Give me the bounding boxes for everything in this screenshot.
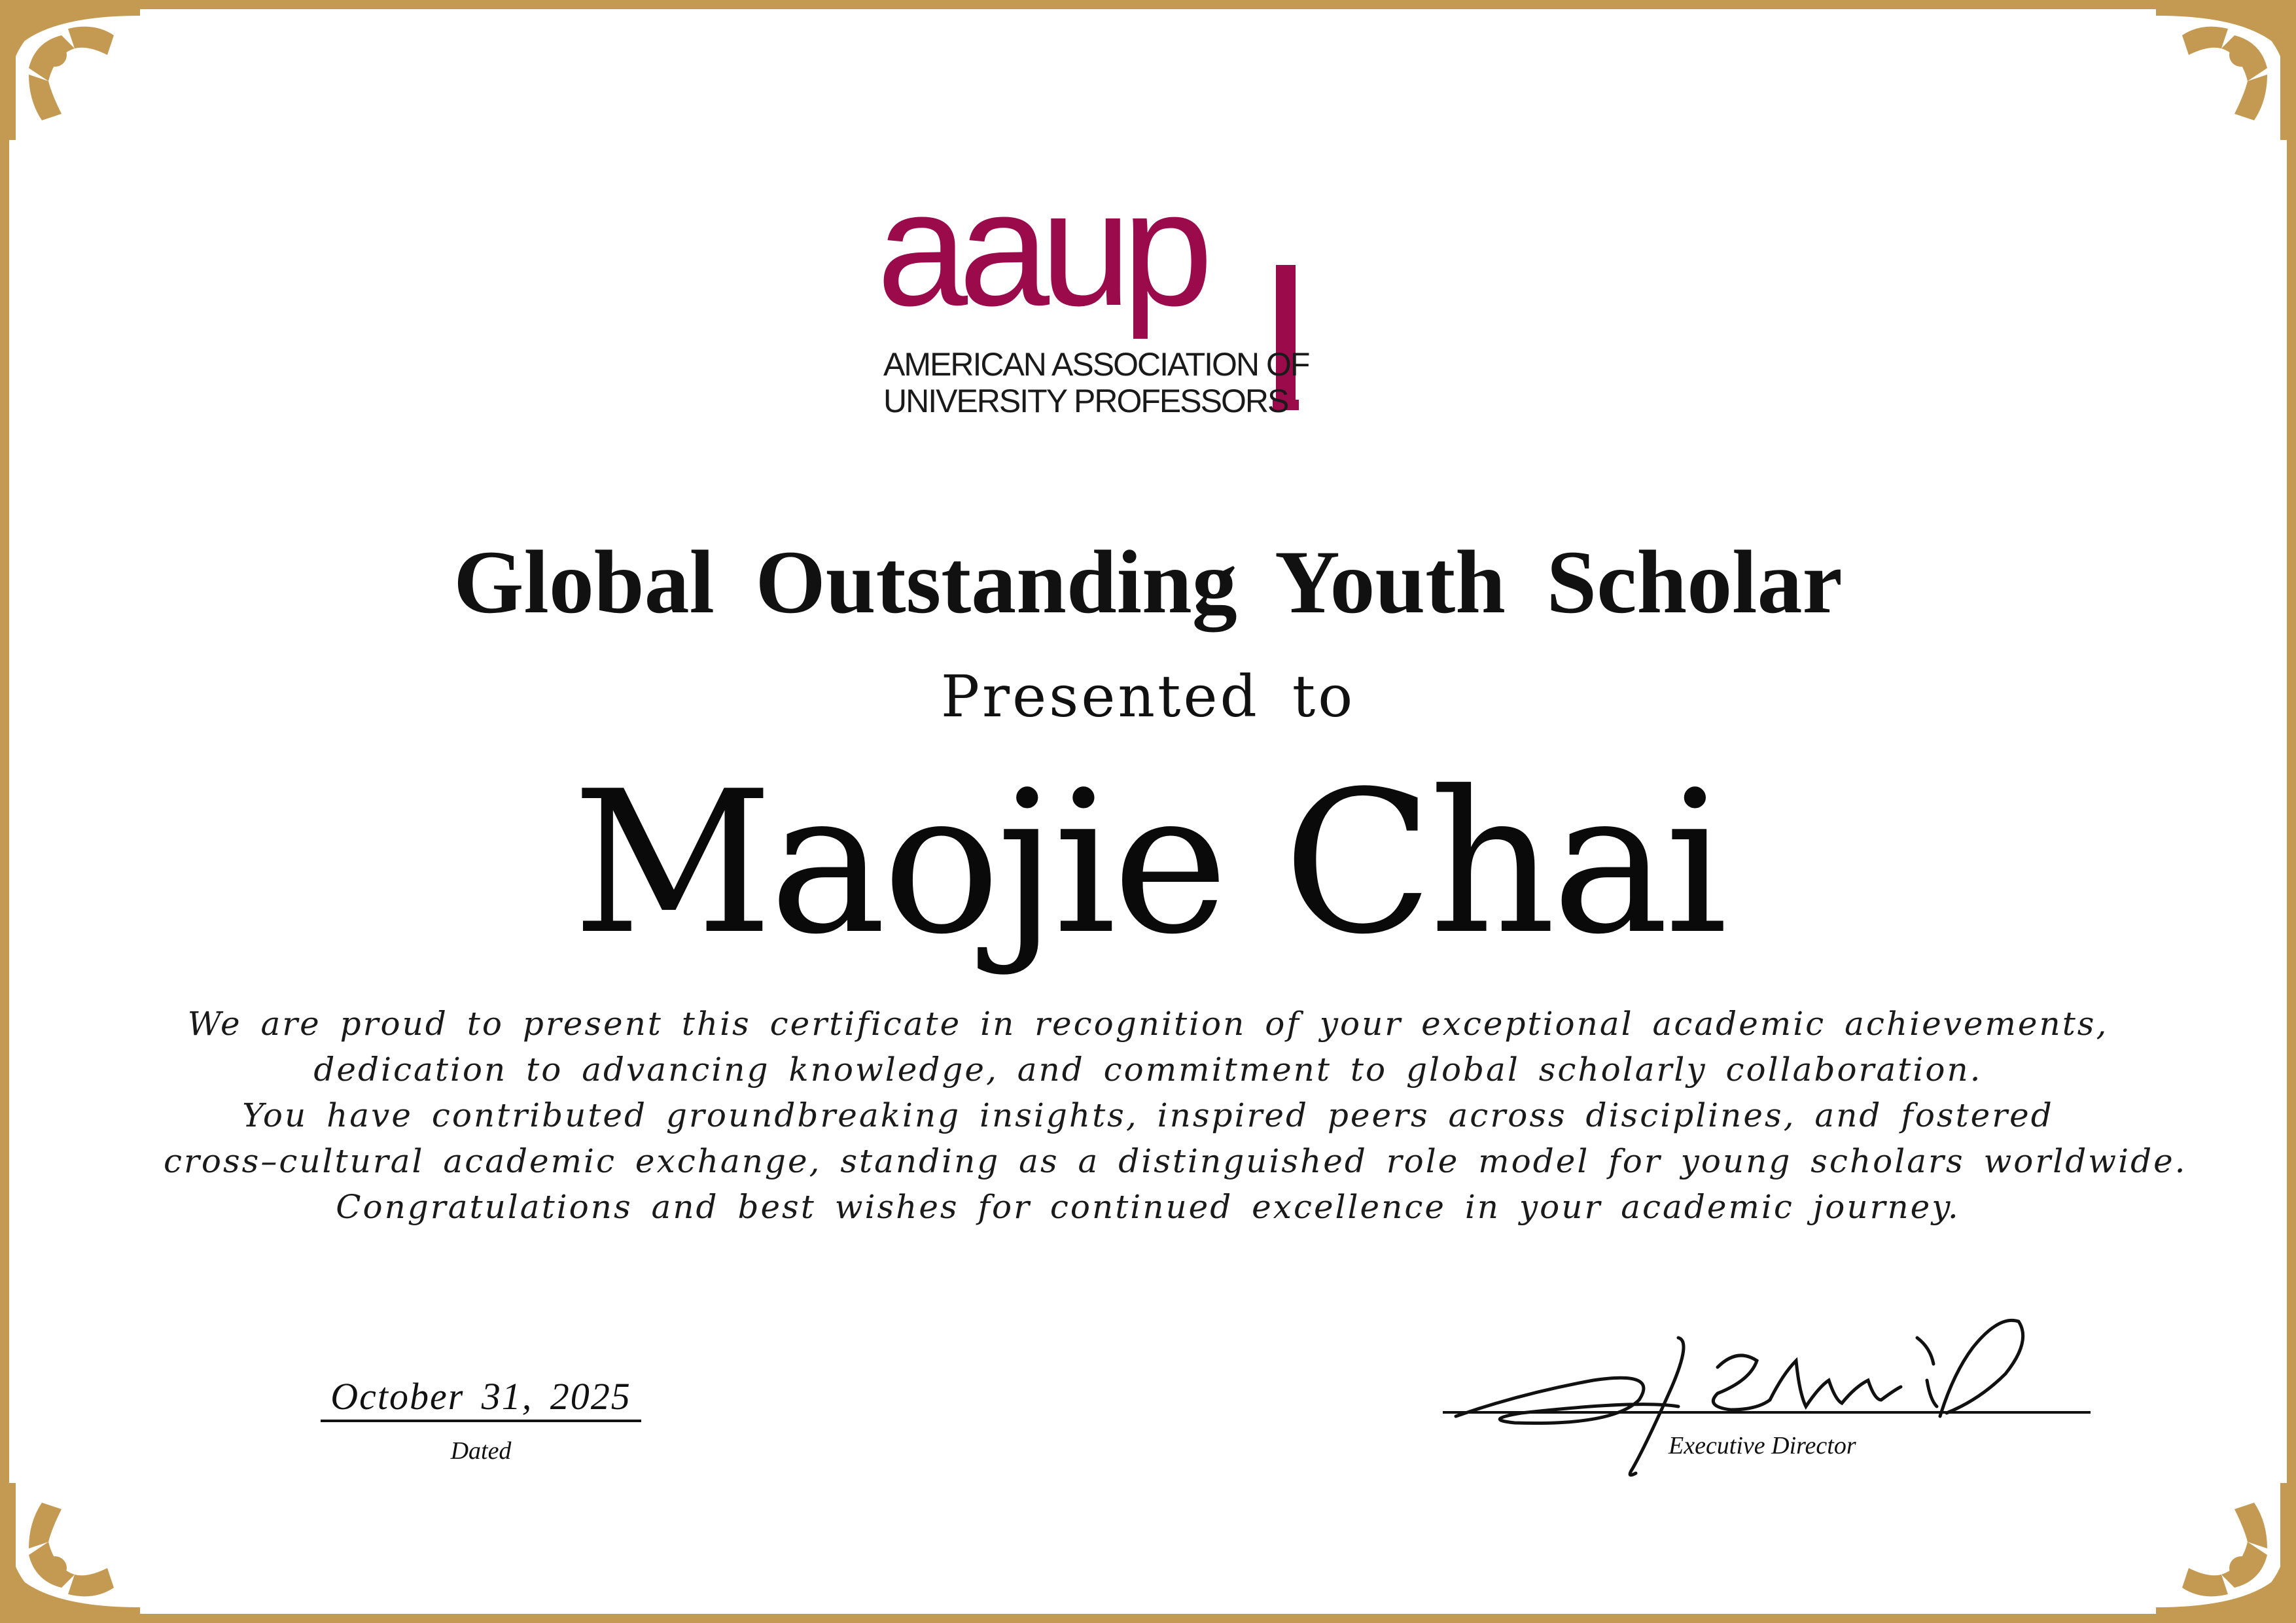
- signature-caption: Executive Director: [1669, 1432, 1856, 1459]
- date-block: [321, 1374, 641, 1471]
- body-line: We are proud to present this certificate in recognition of your exceptional academic achievements,: [187, 1005, 2109, 1043]
- certificate-body: [164, 1001, 2187, 1230]
- body-line: Congratulations and best wishes for continued excellence in your academic journey.: [336, 1188, 1960, 1226]
- logo-subtitle-line2: UNIVERSITY PROFESSORS: [883, 383, 1288, 419]
- certificate-title: Global Outstanding Youth Scholar: [453, 532, 1843, 632]
- corner-ornament-icon: [2156, 1483, 2287, 1614]
- body-line: cross–cultural academic exchange, standing as a distinguished role model for young scholars worldwide.: [164, 1142, 2187, 1180]
- signature-block: [1443, 1302, 2097, 1498]
- signature-line: [1443, 1411, 2091, 1414]
- recipient-name: Maojie Chai: [572, 749, 1724, 977]
- corner-ornament-icon: [9, 1483, 140, 1614]
- date-underline: [321, 1420, 641, 1422]
- logo-wordmark: aaup: [877, 157, 1205, 340]
- logo-subtitle-line1: AMERICAN ASSOCIATION OF: [883, 346, 1309, 383]
- corner-ornament-icon: [2156, 9, 2287, 140]
- date-value: October 31, 2025: [330, 1375, 631, 1418]
- corner-ornament-icon: [9, 9, 140, 140]
- body-line: You have contributed groundbreaking insights, inspired peers across disciplines, and fostered: [242, 1096, 2054, 1134]
- date-caption: Dated: [450, 1437, 512, 1465]
- body-line: dedication to advancing knowledge, and commitment to global scholarly collaboration.: [313, 1051, 1983, 1089]
- presented-to-label: Presented to: [940, 663, 1356, 730]
- aaup-logo: [877, 157, 1453, 428]
